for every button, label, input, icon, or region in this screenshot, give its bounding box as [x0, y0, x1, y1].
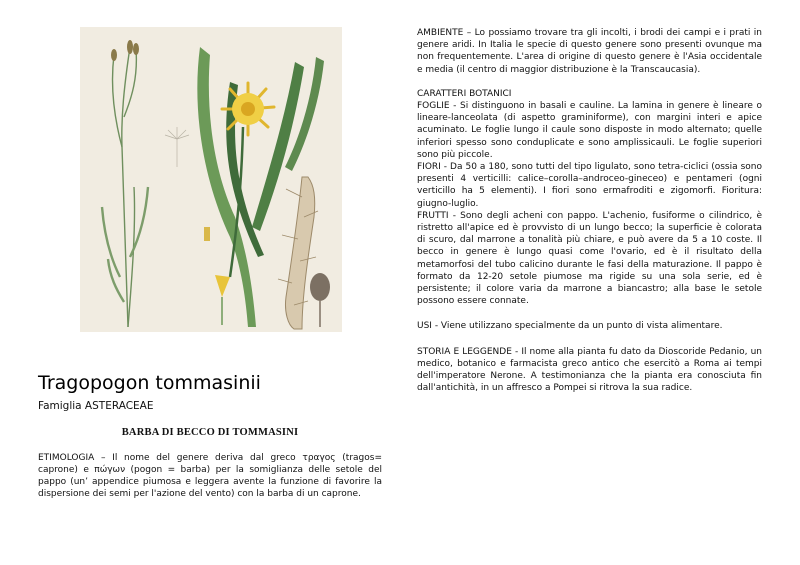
plant-family: Famiglia ASTERACEAE	[38, 400, 154, 412]
common-name-heading: BARBA DI BECCO DI TOMMASINI	[121, 427, 299, 438]
frutti-paragraph: FRUTTI - Sono degli acheni con pappo. L'achenio, fusiforme o cilindrico, è ristretto all'apice ed è provvisto di un lungo becco; la superficie è colorata di scuro, dal marrone a tonalità più chiare, e può avere da 5 a 10 coste. Il becco in genere è lungo quasi come l'ovario, ed è il risultato della metamorfosi del tubo calicino durante le fasi della maturazione. Il pappo è formato da 12-20 setole piumose ma rigide su una sola serie, ed è persistente; il colore varia da marrone a biancastro; alla base le setole possono essere connate.	[417, 210, 762, 307]
seed-head	[310, 273, 330, 327]
caratteri-heading: CARATTERI BOTANICI	[417, 88, 512, 99]
etimologia-paragraph: ETIMOLOGIA – Il nome del genere deriva dal greco τραγος (tragos= caprone) e πώγων (pogon = barba) per la somiglianza delle setole del pappo (un’ appendice piumosa e leggera avente la funzione di favorire la dispersione dei semi per l'azione del vento) con la barba di un caprone.	[38, 453, 382, 499]
left-plant-buds	[111, 40, 139, 61]
ambiente-paragraph: AMBIENTE – Lo possiamo trovare tra gli incolti, i brodi dei campi e i prati in genere aridi. In Italia le specie di questo genere sono presenti ovunque ma non frequentemente. L'area di origine di questo genere è l'Asia occidentale e media (il centro di maggior distribuzione è la Transcaucasia).	[417, 28, 762, 75]
left-plant	[102, 47, 148, 327]
plant-drawing	[80, 27, 342, 332]
botanical-illustration	[80, 27, 342, 332]
root	[278, 177, 318, 329]
storia-paragraph: STORIA E LEGGENDE - Il nome alla pianta fu dato da Dioscoride Pedanio, un medico, botanico e farmacista greco antico che esercitò a Roma ai tempi dell'imperatore Nerone. A testimonianza che la pianta era conosciuta fin dall'antichità, in un affresco a Pompei si ritrova la sua radice.	[417, 346, 762, 394]
fiori-paragraph: FIORI - Da 50 a 180, sono tutti del tipo ligulato, sono tetra-ciclici (ossia sono presenti 4 verticilli: calice–corolla–androceo-gineceo) e pentameri (ogni verticillo ha 5 elementi). I fiori sono ermafroditi e zigomorfi. Fioritura: giugno-luglio.	[417, 162, 762, 209]
usi-paragraph: USI - Viene utilizzano specialmente da un punto di vista alimentare.	[417, 321, 723, 332]
right-column	[417, 27, 762, 394]
small-flower	[204, 227, 230, 325]
foglie-paragraph: FOGLIE - Si distinguono in basali e cauline. La lamina in genere è lineare o lineare-lanceolata (di aspetto graminiforme), con margini interi e apice acuminato. Le foglie lungo il caule sono disposte in modo alternato; quelle inferiori spesso sono conduplicate e sono amplissicauli. Le foglie superiori sono più piccole.	[417, 101, 762, 160]
pappus-small	[165, 127, 189, 167]
plant-title: Tragopogon tommasinii	[38, 372, 261, 394]
